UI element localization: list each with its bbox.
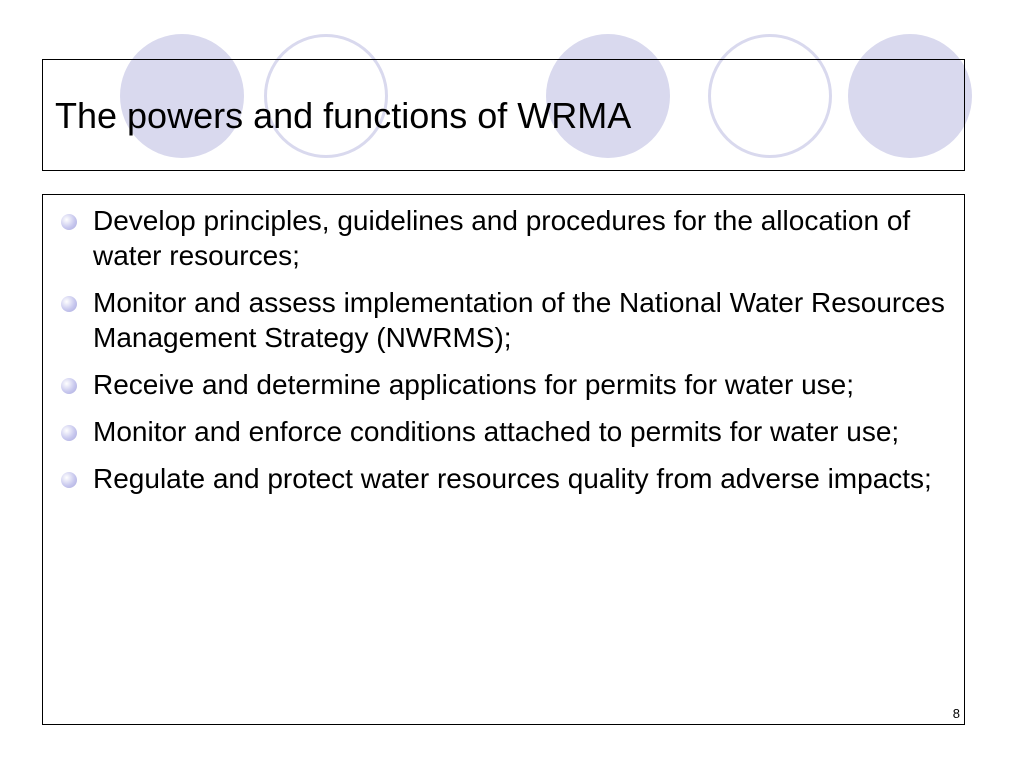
bullet-text: Regulate and protect water resources quality from adverse impacts; (93, 463, 932, 494)
bullet-dot-icon (61, 214, 77, 230)
content-box (42, 194, 965, 725)
bullet-dot-icon (61, 378, 77, 394)
bullet-item (57, 414, 957, 449)
bullet-dot-icon (61, 296, 77, 312)
title-box (42, 59, 965, 171)
bullet-list (57, 203, 957, 508)
bullet-text: Receive and determine applications for permits for water use; (93, 369, 855, 400)
bullet-text: Develop principles, guidelines and procedures for the allocation of water resources; (93, 205, 911, 271)
bullet-dot-icon (61, 472, 77, 488)
bullet-item (57, 461, 957, 496)
slide-title: The powers and functions of WRMA (55, 95, 632, 136)
bullet-item (57, 367, 957, 402)
bullet-item (57, 203, 957, 273)
bullet-dot-icon (61, 425, 77, 441)
page-number: 8 (952, 706, 960, 721)
bullet-text: Monitor and assess implementation of the National Water Resources Management Strategy (NWRMS); (93, 287, 945, 353)
bullet-item (57, 285, 957, 355)
bullet-text: Monitor and enforce conditions attached to permits for water use; (93, 416, 900, 447)
